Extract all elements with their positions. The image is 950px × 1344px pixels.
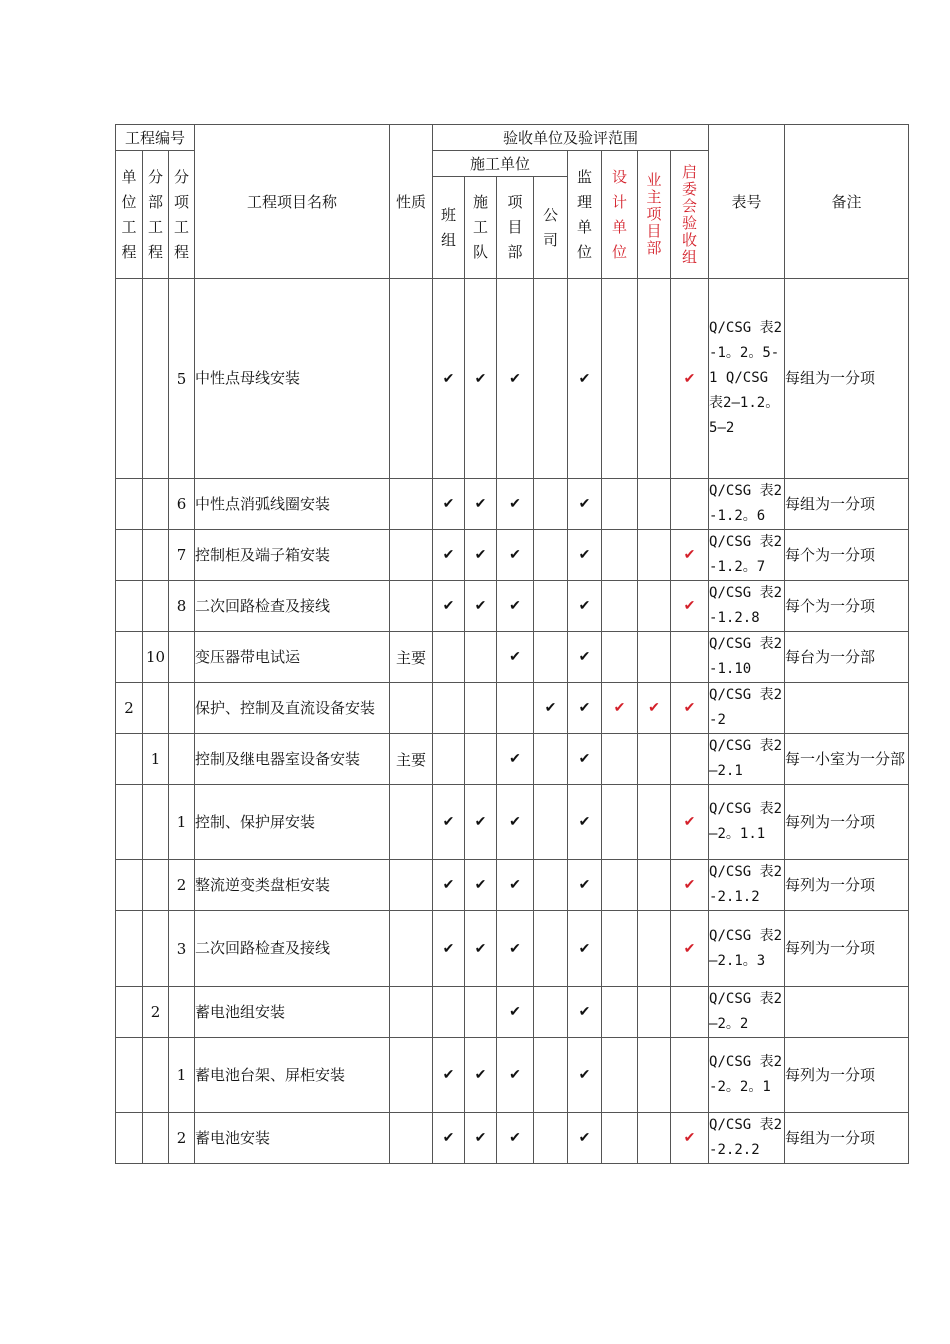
division-number-cell: 1 xyxy=(143,734,169,785)
project-number-header: 工程编号 xyxy=(116,125,195,151)
remark-cell: 每组为一分项 xyxy=(785,479,909,530)
crew-check-cell: ✔ xyxy=(465,581,497,632)
acceptance-scope-header: 验收单位及验评范围 xyxy=(433,125,709,151)
supervision-unit-header: 监理单位 xyxy=(568,151,602,279)
form-number-cell: Q/CSG 表2—2.1。3 xyxy=(709,911,785,987)
owner-check-cell xyxy=(638,860,671,911)
division-project-header: 分部工程 xyxy=(143,151,169,279)
owner-check-cell xyxy=(638,785,671,860)
project-name-header: 工程项目名称 xyxy=(195,125,390,279)
unit-number-cell xyxy=(116,860,143,911)
committee-check-cell: ✔ xyxy=(671,581,709,632)
item-number-cell xyxy=(169,734,195,785)
table-row xyxy=(116,683,909,734)
company-check-cell xyxy=(534,581,568,632)
nature-cell: 主要 xyxy=(390,734,433,785)
crew-check-cell xyxy=(465,632,497,683)
nature-cell xyxy=(390,530,433,581)
unit-number-cell xyxy=(116,279,143,479)
item-number-cell: 7 xyxy=(169,530,195,581)
team-check-cell: ✔ xyxy=(433,279,465,479)
design-check-cell xyxy=(602,279,638,479)
item-number-cell: 6 xyxy=(169,479,195,530)
team-check-cell: ✔ xyxy=(433,1113,465,1164)
design-check-cell xyxy=(602,581,638,632)
crew-check-cell xyxy=(465,734,497,785)
owner-check-cell xyxy=(638,530,671,581)
nature-cell xyxy=(390,785,433,860)
team-check-cell: ✔ xyxy=(433,530,465,581)
item-number-cell: 1 xyxy=(169,785,195,860)
remark-cell: 每列为一分项 xyxy=(785,785,909,860)
table-body xyxy=(116,279,909,1164)
table-row xyxy=(116,581,909,632)
form-number-cell: Q/CSG 表2-1。2。5-1 Q/CSG 表2—1.2。5—2 xyxy=(709,279,785,479)
crew-check-cell: ✔ xyxy=(465,279,497,479)
company-check-cell xyxy=(534,911,568,987)
design-check-cell xyxy=(602,860,638,911)
team-check-cell xyxy=(433,987,465,1038)
division-number-cell xyxy=(143,581,169,632)
committee-check-cell: ✔ xyxy=(671,785,709,860)
table-row xyxy=(116,987,909,1038)
company-check-cell xyxy=(534,1113,568,1164)
design-check-cell xyxy=(602,734,638,785)
supervision-check-cell: ✔ xyxy=(568,911,602,987)
crew-header: 施工队 xyxy=(465,177,497,279)
supervision-check-cell: ✔ xyxy=(568,479,602,530)
project-dept-check-cell: ✔ xyxy=(497,987,534,1038)
division-number-cell xyxy=(143,860,169,911)
item-number-cell xyxy=(169,632,195,683)
item-number-cell: 2 xyxy=(169,860,195,911)
owner-check-cell xyxy=(638,734,671,785)
item-number-cell: 3 xyxy=(169,911,195,987)
owner-check-cell xyxy=(638,279,671,479)
supervision-check-cell: ✔ xyxy=(568,530,602,581)
construction-unit-header: 施工单位 xyxy=(433,151,568,177)
unit-project-header: 单位工程 xyxy=(116,151,143,279)
item-number-cell xyxy=(169,987,195,1038)
crew-check-cell: ✔ xyxy=(465,530,497,581)
division-number-cell xyxy=(143,683,169,734)
design-check-cell xyxy=(602,987,638,1038)
crew-check-cell: ✔ xyxy=(465,785,497,860)
table-row xyxy=(116,785,909,860)
unit-number-cell xyxy=(116,1038,143,1113)
form-number-cell: Q/CSG 表2—2。2 xyxy=(709,987,785,1038)
team-check-cell: ✔ xyxy=(433,911,465,987)
company-check-cell xyxy=(534,987,568,1038)
crew-check-cell: ✔ xyxy=(465,1113,497,1164)
form-number-cell: Q/CSG 表2-1.2。7 xyxy=(709,530,785,581)
project-dept-check-cell: ✔ xyxy=(497,1113,534,1164)
team-check-cell xyxy=(433,683,465,734)
remark-cell: 每列为一分项 xyxy=(785,860,909,911)
committee-check-cell: ✔ xyxy=(671,911,709,987)
crew-check-cell xyxy=(465,683,497,734)
project-name-cell: 蓄电池台架、屏柜安装 xyxy=(195,1038,390,1113)
team-header: 班组 xyxy=(433,177,465,279)
division-number-cell xyxy=(143,911,169,987)
design-check-cell xyxy=(602,1038,638,1113)
form-number-cell: Q/CSG 表2-2.2.2 xyxy=(709,1113,785,1164)
project-dept-check-cell: ✔ xyxy=(497,279,534,479)
remark-cell: 每一小室为一分部 xyxy=(785,734,909,785)
table-row xyxy=(116,734,909,785)
division-number-cell: 2 xyxy=(143,987,169,1038)
nature-cell: 主要 xyxy=(390,632,433,683)
nature-cell xyxy=(390,479,433,530)
committee-check-cell xyxy=(671,479,709,530)
committee-header: 启委会验收组 xyxy=(671,151,709,279)
unit-number-cell xyxy=(116,734,143,785)
project-dept-check-cell: ✔ xyxy=(497,785,534,860)
company-check-cell xyxy=(534,530,568,581)
design-check-cell xyxy=(602,632,638,683)
project-dept-check-cell: ✔ xyxy=(497,632,534,683)
form-number-cell: Q/CSG 表2-1.2。6 xyxy=(709,479,785,530)
committee-check-cell: ✔ xyxy=(671,530,709,581)
project-name-cell: 控制柜及端子箱安装 xyxy=(195,530,390,581)
table-row xyxy=(116,530,909,581)
supervision-check-cell: ✔ xyxy=(568,987,602,1038)
table-row xyxy=(116,632,909,683)
committee-check-cell xyxy=(671,1038,709,1113)
company-check-cell xyxy=(534,632,568,683)
division-number-cell xyxy=(143,279,169,479)
item-number-cell: 1 xyxy=(169,1038,195,1113)
owner-check-cell xyxy=(638,1113,671,1164)
nature-cell xyxy=(390,860,433,911)
committee-check-cell: ✔ xyxy=(671,1113,709,1164)
owner-check-cell xyxy=(638,987,671,1038)
project-dept-header: 项目部 xyxy=(497,177,534,279)
form-number-header: 表号 xyxy=(709,125,785,279)
nature-cell xyxy=(390,1113,433,1164)
team-check-cell xyxy=(433,632,465,683)
unit-number-cell xyxy=(116,479,143,530)
unit-number-cell xyxy=(116,987,143,1038)
unit-number-cell xyxy=(116,530,143,581)
design-check-cell xyxy=(602,911,638,987)
project-name-cell: 整流逆变类盘柜安装 xyxy=(195,860,390,911)
company-check-cell xyxy=(534,860,568,911)
crew-check-cell: ✔ xyxy=(465,1038,497,1113)
remark-cell: 每列为一分项 xyxy=(785,911,909,987)
division-number-cell xyxy=(143,785,169,860)
remark-cell xyxy=(785,987,909,1038)
nature-cell xyxy=(390,1038,433,1113)
table-row xyxy=(116,860,909,911)
unit-number-cell xyxy=(116,581,143,632)
company-header: 公司 xyxy=(534,177,568,279)
project-name-cell: 蓄电池安装 xyxy=(195,1113,390,1164)
crew-check-cell: ✔ xyxy=(465,860,497,911)
company-check-cell xyxy=(534,785,568,860)
project-dept-check-cell xyxy=(497,683,534,734)
project-name-cell: 二次回路检查及接线 xyxy=(195,911,390,987)
project-name-cell: 保护、控制及直流设备安装 xyxy=(195,683,390,734)
table-row xyxy=(116,1113,909,1164)
project-dept-check-cell: ✔ xyxy=(497,1038,534,1113)
table-row xyxy=(116,479,909,530)
team-check-cell: ✔ xyxy=(433,1038,465,1113)
project-dept-check-cell: ✔ xyxy=(497,860,534,911)
owner-check-cell: ✔ xyxy=(638,683,671,734)
project-name-cell: 中性点消弧线圈安装 xyxy=(195,479,390,530)
design-check-cell xyxy=(602,785,638,860)
company-check-cell xyxy=(534,1038,568,1113)
team-check-cell: ✔ xyxy=(433,581,465,632)
team-check-cell: ✔ xyxy=(433,785,465,860)
form-number-cell: Q/CSG 表2—2.1 xyxy=(709,734,785,785)
project-name-cell: 二次回路检查及接线 xyxy=(195,581,390,632)
division-number-cell xyxy=(143,479,169,530)
supervision-check-cell: ✔ xyxy=(568,785,602,860)
supervision-check-cell: ✔ xyxy=(568,683,602,734)
nature-cell xyxy=(390,911,433,987)
project-dept-check-cell: ✔ xyxy=(497,911,534,987)
project-dept-check-cell: ✔ xyxy=(497,530,534,581)
owner-check-cell xyxy=(638,479,671,530)
form-number-cell: Q/CSG 表2-1.2.8 xyxy=(709,581,785,632)
supervision-check-cell: ✔ xyxy=(568,1038,602,1113)
owner-check-cell xyxy=(638,632,671,683)
supervision-check-cell: ✔ xyxy=(568,860,602,911)
nature-cell xyxy=(390,987,433,1038)
project-dept-check-cell: ✔ xyxy=(497,581,534,632)
remark-cell: 每组为一分项 xyxy=(785,1113,909,1164)
unit-number-cell xyxy=(116,785,143,860)
project-name-cell: 控制及继电器室设备安装 xyxy=(195,734,390,785)
remark-cell: 每个为一分项 xyxy=(785,581,909,632)
item-project-header: 分项工程 xyxy=(169,151,195,279)
project-name-cell: 控制、保护屏安装 xyxy=(195,785,390,860)
unit-number-cell xyxy=(116,1113,143,1164)
supervision-check-cell: ✔ xyxy=(568,279,602,479)
form-number-cell: Q/CSG 表2—2。1.1 xyxy=(709,785,785,860)
team-check-cell xyxy=(433,734,465,785)
supervision-check-cell: ✔ xyxy=(568,632,602,683)
table-row xyxy=(116,1038,909,1113)
company-check-cell: ✔ xyxy=(534,683,568,734)
project-name-cell: 蓄电池组安装 xyxy=(195,987,390,1038)
form-number-cell: Q/CSG 表2-2 xyxy=(709,683,785,734)
design-check-cell xyxy=(602,530,638,581)
unit-number-cell: 2 xyxy=(116,683,143,734)
nature-cell xyxy=(390,279,433,479)
remark-header: 备注 xyxy=(785,125,909,279)
item-number-cell xyxy=(169,683,195,734)
committee-check-cell xyxy=(671,632,709,683)
division-number-cell: 10 xyxy=(143,632,169,683)
owner-check-cell xyxy=(638,1038,671,1113)
division-number-cell xyxy=(143,1038,169,1113)
team-check-cell: ✔ xyxy=(433,479,465,530)
remark-cell: 每组为一分项 xyxy=(785,279,909,479)
crew-check-cell xyxy=(465,987,497,1038)
design-check-cell xyxy=(602,479,638,530)
company-check-cell xyxy=(534,479,568,530)
form-number-cell: Q/CSG 表2-1.10 xyxy=(709,632,785,683)
project-dept-check-cell: ✔ xyxy=(497,479,534,530)
supervision-check-cell: ✔ xyxy=(568,1113,602,1164)
owner-check-cell xyxy=(638,911,671,987)
crew-check-cell: ✔ xyxy=(465,479,497,530)
supervision-check-cell: ✔ xyxy=(568,581,602,632)
supervision-check-cell: ✔ xyxy=(568,734,602,785)
design-check-cell xyxy=(602,1113,638,1164)
remark-cell xyxy=(785,683,909,734)
form-number-cell: Q/CSG 表2-2。2。1 xyxy=(709,1038,785,1113)
acceptance-table xyxy=(115,124,909,1164)
committee-check-cell xyxy=(671,987,709,1038)
project-name-cell: 变压器带电试运 xyxy=(195,632,390,683)
committee-check-cell xyxy=(671,734,709,785)
owner-check-cell xyxy=(638,581,671,632)
team-check-cell: ✔ xyxy=(433,860,465,911)
unit-number-cell xyxy=(116,911,143,987)
table-row xyxy=(116,911,909,987)
company-check-cell xyxy=(534,279,568,479)
remark-cell: 每台为一分部 xyxy=(785,632,909,683)
project-name-cell: 中性点母线安装 xyxy=(195,279,390,479)
committee-check-cell: ✔ xyxy=(671,683,709,734)
design-check-cell: ✔ xyxy=(602,683,638,734)
table-row xyxy=(116,279,909,479)
division-number-cell xyxy=(143,530,169,581)
owner-dept-header: 业主项目部 xyxy=(638,151,671,279)
remark-cell: 每列为一分项 xyxy=(785,1038,909,1113)
design-unit-header: 设计单位 xyxy=(602,151,638,279)
nature-header: 性质 xyxy=(390,125,433,279)
committee-check-cell: ✔ xyxy=(671,279,709,479)
nature-cell xyxy=(390,683,433,734)
unit-number-cell xyxy=(116,632,143,683)
remark-cell: 每个为一分项 xyxy=(785,530,909,581)
form-number-cell: Q/CSG 表2-2.1.2 xyxy=(709,860,785,911)
crew-check-cell: ✔ xyxy=(465,911,497,987)
division-number-cell xyxy=(143,1113,169,1164)
committee-check-cell: ✔ xyxy=(671,860,709,911)
item-number-cell: 8 xyxy=(169,581,195,632)
nature-cell xyxy=(390,581,433,632)
item-number-cell: 5 xyxy=(169,279,195,479)
item-number-cell: 2 xyxy=(169,1113,195,1164)
company-check-cell xyxy=(534,734,568,785)
project-dept-check-cell: ✔ xyxy=(497,734,534,785)
